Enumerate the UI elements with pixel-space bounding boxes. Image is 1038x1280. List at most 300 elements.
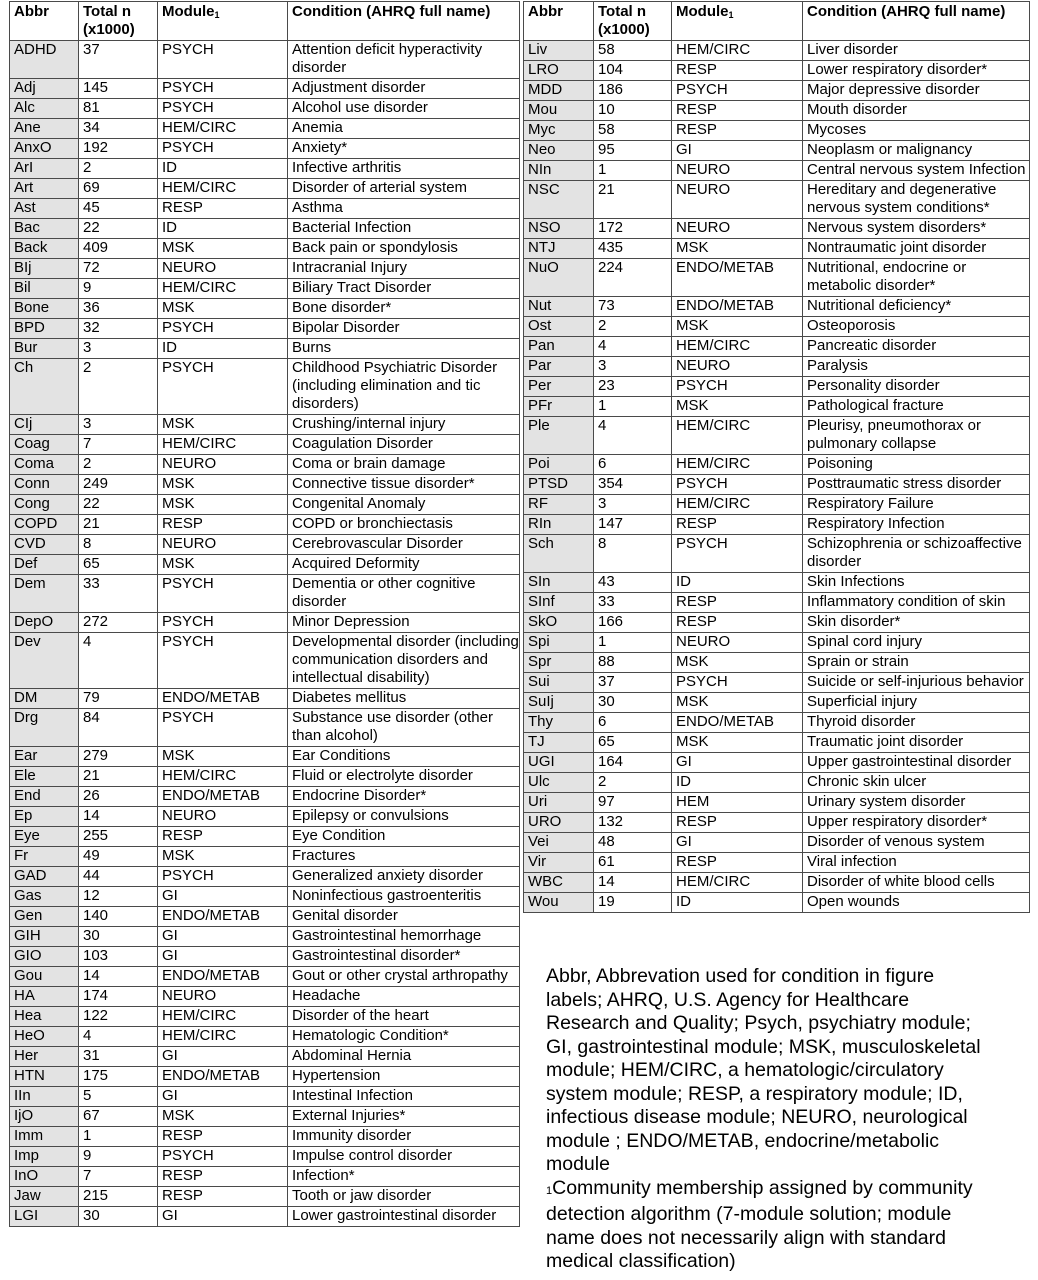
cell-total-n: 132 [594,813,672,833]
table-row [524,377,1030,397]
table-body-left [10,41,520,1227]
cell-total-n: 73 [594,297,672,317]
cell-total-n: 122 [79,1007,158,1027]
cell-condition: Gastrointestinal hemorrhage [288,927,520,947]
cell-total-n: 103 [79,947,158,967]
cell-total-n: 172 [594,219,672,239]
cell-total-n: 4 [594,337,672,357]
cell-condition: Superficial injury [803,693,1030,713]
cell-module: HEM/CIRC [158,279,288,299]
cell-abbr: Ch [10,359,79,415]
cell-module: RESP [672,813,803,833]
cell-condition: Disorder of arterial system [288,179,520,199]
cell-total-n: 44 [79,867,158,887]
cell-abbr: Thy [524,713,594,733]
cell-abbr: BPD [10,319,79,339]
cell-abbr: Coma [10,455,79,475]
cell-module: GI [672,833,803,853]
cell-condition: Abdominal Hernia [288,1047,520,1067]
cell-total-n: 1 [594,633,672,653]
cell-total-n: 22 [79,219,158,239]
cell-abbr: NSO [524,219,594,239]
cell-abbr: RF [524,495,594,515]
table-row [524,713,1030,733]
cell-module: RESP [158,1187,288,1207]
cell-abbr: PTSD [524,475,594,495]
cell-condition: Open wounds [803,893,1030,913]
cell-total-n: 272 [79,613,158,633]
table-row [10,1207,520,1227]
cell-condition: Pancreatic disorder [803,337,1030,357]
cell-total-n: 9 [79,1147,158,1167]
cell-condition: Spinal cord injury [803,633,1030,653]
cell-module: PSYCH [158,633,288,689]
table-row [524,259,1030,297]
cell-module: NEURO [158,987,288,1007]
cell-abbr: Mou [524,101,594,121]
cell-condition: Substance use disorder (other than alcohol) [288,709,520,747]
cell-module: MSK [672,653,803,673]
cell-total-n: 65 [594,733,672,753]
table-row [524,417,1030,455]
cell-total-n: 3 [594,357,672,377]
cell-condition: Lower respiratory disorder* [803,61,1030,81]
table-row [10,239,520,259]
table-row [10,415,520,435]
footnote-marker: 1 [546,1184,553,1197]
cell-module: RESP [672,121,803,141]
cell-abbr: HeO [10,1027,79,1047]
cell-module: NEURO [158,455,288,475]
table-row [524,297,1030,317]
table-row [10,1027,520,1047]
cell-condition: Tooth or jaw disorder [288,1187,520,1207]
cell-module: PSYCH [158,613,288,633]
header-abbr: Abbr [10,2,79,41]
cell-condition: Nutritional, endocrine or metabolic disorder* [803,259,1030,297]
cell-module: PSYCH [158,709,288,747]
cell-condition: Generalized anxiety disorder [288,867,520,887]
cell-total-n: 2 [594,773,672,793]
cell-module: NEURO [158,259,288,279]
cell-total-n: 1 [594,397,672,417]
cell-condition: Attention deficit hyperactivity disorder [288,41,520,79]
table-row [10,119,520,139]
cell-abbr: Back [10,239,79,259]
table-row [10,159,520,179]
table-row [10,199,520,219]
table-row [10,967,520,987]
cell-condition: Adjustment disorder [288,79,520,99]
cell-module: ENDO/METAB [672,259,803,297]
cell-module: PSYCH [158,41,288,79]
cell-total-n: 3 [594,495,672,515]
cell-condition: Respiratory Failure [803,495,1030,515]
table-row [10,1087,520,1107]
table-row [524,455,1030,475]
cell-abbr: GAD [10,867,79,887]
cell-total-n: 49 [79,847,158,867]
cell-abbr: Per [524,377,594,397]
cell-module: MSK [672,733,803,753]
table-row [524,495,1030,515]
cell-condition: Acquired Deformity [288,555,520,575]
cell-total-n: 14 [79,807,158,827]
cell-condition: Headache [288,987,520,1007]
cell-condition: Congenital Anomaly [288,495,520,515]
cell-total-n: 9 [79,279,158,299]
cell-module: MSK [158,415,288,435]
cell-total-n: 175 [79,1067,158,1087]
cell-condition: Connective tissue disorder* [288,475,520,495]
cell-total-n: 21 [594,181,672,219]
cell-total-n: 21 [79,767,158,787]
table-row [10,1127,520,1147]
cell-module: ID [672,573,803,593]
cell-abbr: Ele [10,767,79,787]
cell-module: MSK [158,299,288,319]
cell-abbr: ADHD [10,41,79,79]
cell-abbr: Myc [524,121,594,141]
table-row [524,793,1030,813]
cell-abbr: Bone [10,299,79,319]
header-module-footnote-mark: 1 [214,10,220,20]
cell-condition: Gastrointestinal disorder* [288,947,520,967]
cell-module: RESP [672,101,803,121]
cell-total-n: 7 [79,435,158,455]
table-row [524,81,1030,101]
table-row [524,853,1030,873]
cell-total-n: 31 [79,1047,158,1067]
cell-abbr: PFr [524,397,594,417]
cell-abbr: SIn [524,573,594,593]
table-row [10,1187,520,1207]
cell-abbr: LRO [524,61,594,81]
cell-module: HEM [672,793,803,813]
cell-module: NEURO [672,219,803,239]
cell-total-n: 4 [79,1027,158,1047]
cell-module: NEURO [158,535,288,555]
cell-module: RESP [158,827,288,847]
table-row [524,813,1030,833]
cell-module: MSK [672,693,803,713]
cell-total-n: 409 [79,239,158,259]
cell-total-n: 4 [79,633,158,689]
cell-abbr: Conn [10,475,79,495]
cell-module: HEM/CIRC [672,337,803,357]
cell-module: PSYCH [672,81,803,101]
cell-module: MSK [158,555,288,575]
cell-module: HEM/CIRC [672,495,803,515]
table-row [10,1167,520,1187]
table-row [524,161,1030,181]
cell-module: MSK [672,397,803,417]
cell-module: HEM/CIRC [672,455,803,475]
cell-module: ID [158,339,288,359]
cell-abbr: Ear [10,747,79,767]
cell-condition: Asthma [288,199,520,219]
cell-abbr: HA [10,987,79,1007]
cell-condition: Dementia or other cognitive disorder [288,575,520,613]
cell-module: ID [158,219,288,239]
table-row [10,299,520,319]
cell-total-n: 4 [594,417,672,455]
cell-module: MSK [158,495,288,515]
cell-abbr: Bil [10,279,79,299]
cell-condition: Eye Condition [288,827,520,847]
cell-abbr: Cong [10,495,79,515]
cell-condition: Urinary system disorder [803,793,1030,813]
cell-condition: Anemia [288,119,520,139]
table-row [10,633,520,689]
cell-condition: Noninfectious gastroenteritis [288,887,520,907]
table-row [10,555,520,575]
table-row [10,1107,520,1127]
cell-abbr: Wou [524,893,594,913]
cell-module: ENDO/METAB [158,1067,288,1087]
cell-abbr: IIn [10,1087,79,1107]
cell-module: GI [158,887,288,907]
cell-total-n: 84 [79,709,158,747]
cell-condition: Respiratory Infection [803,515,1030,535]
table-row [10,827,520,847]
header-total-n: Total n (x1000) [594,2,672,41]
cell-abbr: Def [10,555,79,575]
cell-condition: Infection* [288,1167,520,1187]
table-row [524,61,1030,81]
table-row [10,259,520,279]
cell-total-n: 88 [594,653,672,673]
cell-module: PSYCH [672,673,803,693]
cell-module: HEM/CIRC [158,1027,288,1047]
cell-condition: Bacterial Infection [288,219,520,239]
table-row [524,535,1030,573]
table-row [10,179,520,199]
cell-total-n: 7 [79,1167,158,1187]
table-row [524,573,1030,593]
cell-condition: Liver disorder [803,41,1030,61]
table-row [10,807,520,827]
table-row [10,907,520,927]
cell-total-n: 65 [79,555,158,575]
cell-total-n: 32 [79,319,158,339]
cell-condition: Hematologic Condition* [288,1027,520,1047]
cell-abbr: AnxO [10,139,79,159]
cell-total-n: 79 [79,689,158,709]
cell-condition: Burns [288,339,520,359]
cell-total-n: 166 [594,613,672,633]
cell-module: GI [158,1047,288,1067]
header-condition: Condition (AHRQ full name) [288,2,520,41]
cell-module: GI [158,927,288,947]
cell-abbr: Gen [10,907,79,927]
cell-abbr: Drg [10,709,79,747]
table-row [524,317,1030,337]
table-row [524,653,1030,673]
cell-abbr: NTJ [524,239,594,259]
cell-total-n: 279 [79,747,158,767]
cell-condition: Diabetes mellitus [288,689,520,709]
cell-total-n: 192 [79,139,158,159]
cell-condition: Suicide or self-injurious behavior [803,673,1030,693]
header-module-label: Module [162,3,215,20]
cell-module: HEM/CIRC [158,179,288,199]
cell-condition: Back pain or spondylosis [288,239,520,259]
cell-total-n: 34 [79,119,158,139]
cell-total-n: 3 [79,339,158,359]
cell-total-n: 26 [79,787,158,807]
cell-module: GI [158,947,288,967]
header-module-label: Module [676,3,729,20]
cell-abbr: Uri [524,793,594,813]
cell-module: PSYCH [672,475,803,495]
cell-condition: Bipolar Disorder [288,319,520,339]
cell-total-n: 1 [594,161,672,181]
cell-condition: Intestinal Infection [288,1087,520,1107]
cell-module: NEURO [158,807,288,827]
cell-abbr: Bur [10,339,79,359]
cell-abbr: Alc [10,99,79,119]
cell-condition: Bone disorder* [288,299,520,319]
cell-condition: Nontraumatic joint disorder [803,239,1030,259]
cell-condition: Upper respiratory disorder* [803,813,1030,833]
cell-abbr: DepO [10,613,79,633]
cell-total-n: 23 [594,377,672,397]
table-header-row [10,2,520,41]
footnote-abbreviations: Abbr, Abbrevation used for condition in figure labels; AHRQ, U.S. Agency for Healthcare Research and Quality; Psych, psychiatry module; GI, gastrointestinal module; MSK, musculoskeletal module; HEM/CIRC, a hematologic/circulatory system module; RESP, a respiratory module; ID, infectious disease module; NEURO, neurological module ; ENDO/METAB, endocrine/metabolic module [546,965,981,1175]
table-row [10,575,520,613]
table-row [524,733,1030,753]
cell-module: HEM/CIRC [158,767,288,787]
cell-module: PSYCH [158,79,288,99]
cell-module: RESP [672,515,803,535]
cell-abbr: Spr [524,653,594,673]
cell-total-n: 12 [79,887,158,907]
cell-total-n: 8 [594,535,672,573]
table-row [10,987,520,1007]
cell-total-n: 21 [79,515,158,535]
cell-total-n: 19 [594,893,672,913]
cell-module: RESP [158,199,288,219]
table-row [10,787,520,807]
cell-abbr: Ple [524,417,594,455]
cell-abbr: InO [10,1167,79,1187]
cell-abbr: SkO [524,613,594,633]
cell-module: GI [158,1087,288,1107]
cell-abbr: UGI [524,753,594,773]
table-row [10,1047,520,1067]
table-row [10,515,520,535]
cell-abbr: Ost [524,317,594,337]
table-row [10,99,520,119]
conditions-table-left [9,1,520,1227]
cell-condition: Cerebrovascular Disorder [288,535,520,555]
table-row [10,219,520,239]
cell-condition: Hereditary and degenerative nervous system conditions* [803,181,1030,219]
table-footnote [546,965,986,1274]
cell-total-n: 186 [594,81,672,101]
cell-abbr: Vir [524,853,594,873]
cell-module: RESP [672,61,803,81]
table-row [10,495,520,515]
cell-abbr: Eye [10,827,79,847]
cell-total-n: 43 [594,573,672,593]
table-row [10,689,520,709]
cell-condition: Disorder of white blood cells [803,873,1030,893]
cell-total-n: 30 [79,1207,158,1227]
cell-module: RESP [158,1167,288,1187]
cell-total-n: 37 [594,673,672,693]
cell-abbr: IjO [10,1107,79,1127]
table-row [524,239,1030,259]
cell-module: NEURO [672,181,803,219]
table-row [524,219,1030,239]
cell-total-n: 2 [79,359,158,415]
cell-abbr: Sch [524,535,594,573]
cell-total-n: 2 [594,317,672,337]
cell-module: PSYCH [158,319,288,339]
table-row [524,613,1030,633]
cell-module: NEURO [672,161,803,181]
header-condition: Condition (AHRQ full name) [803,2,1030,41]
table-row [524,833,1030,853]
cell-module: NEURO [672,357,803,377]
cell-total-n: 3 [79,415,158,435]
cell-abbr: HTN [10,1067,79,1087]
cell-total-n: 10 [594,101,672,121]
cell-module: PSYCH [672,535,803,573]
cell-abbr: Liv [524,41,594,61]
table-row [10,435,520,455]
cell-module: RESP [672,613,803,633]
cell-module: HEM/CIRC [672,41,803,61]
cell-condition: Pleurisy, pneumothorax or pulmonary collapse [803,417,1030,455]
cell-total-n: 147 [594,515,672,535]
cell-abbr: LGI [10,1207,79,1227]
cell-condition: Infective arthritis [288,159,520,179]
cell-condition: Immunity disorder [288,1127,520,1147]
cell-total-n: 69 [79,179,158,199]
cell-condition: Endocrine Disorder* [288,787,520,807]
cell-abbr: Ane [10,119,79,139]
cell-condition: Nutritional deficiency* [803,297,1030,317]
cell-condition: Lower gastrointestinal disorder [288,1207,520,1227]
cell-abbr: Gou [10,967,79,987]
cell-module: HEM/CIRC [672,417,803,455]
cell-module: MSK [158,239,288,259]
cell-abbr: Imm [10,1127,79,1147]
cell-module: PSYCH [158,139,288,159]
cell-module: RESP [672,853,803,873]
cell-total-n: 145 [79,79,158,99]
cell-condition: Paralysis [803,357,1030,377]
cell-condition: Gout or other crystal arthropathy [288,967,520,987]
cell-condition: Central nervous system Infection [803,161,1030,181]
cell-total-n: 354 [594,475,672,495]
cell-abbr: Art [10,179,79,199]
cell-module: ID [158,159,288,179]
cell-abbr: Ast [10,199,79,219]
cell-abbr: RIn [524,515,594,535]
cell-condition: External Injuries* [288,1107,520,1127]
cell-total-n: 33 [79,575,158,613]
cell-total-n: 30 [79,927,158,947]
cell-module: GI [672,753,803,773]
cell-total-n: 215 [79,1187,158,1207]
cell-condition: Neoplasm or malignancy [803,141,1030,161]
table-row [10,319,520,339]
cell-condition: Ear Conditions [288,747,520,767]
